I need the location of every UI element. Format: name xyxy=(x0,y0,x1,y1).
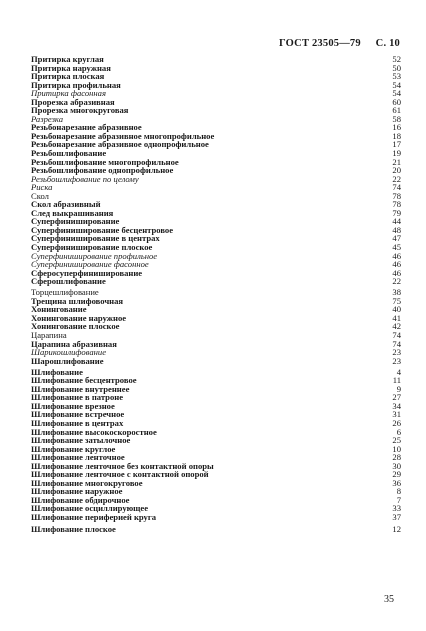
index-term: Резьбонарезание абразивное однопрофильное xyxy=(31,139,209,150)
index-term: Шлифование многокруговое xyxy=(31,477,143,488)
index-term: Шлифование обдирочное xyxy=(31,494,130,505)
index-term: Разрезка xyxy=(31,113,64,124)
standard-number: ГОСТ 23505—79 xyxy=(279,38,361,49)
index-term: Скол xyxy=(31,190,49,201)
index-page-number: 46 xyxy=(392,259,401,270)
index-page-number: 31 xyxy=(392,409,401,420)
index-page-number: 38 xyxy=(392,287,401,298)
index-term: Резьбошлифование однопрофильное xyxy=(31,165,174,176)
index-term: Шлифование в патроне xyxy=(31,392,124,403)
index-term: Шлифование в центрах xyxy=(31,417,124,428)
index-page-number: 36 xyxy=(392,477,401,488)
index-page-number: 30 xyxy=(392,460,401,471)
index-page-number: 37 xyxy=(392,511,401,522)
index-page-number: 41 xyxy=(392,312,401,323)
index-page-number: 42 xyxy=(392,321,401,332)
index-term: Шлифование наружное xyxy=(31,486,123,497)
index-page-number: 6 xyxy=(396,426,401,437)
index-page-number: 78 xyxy=(392,199,401,210)
index-term: Сферошлифование xyxy=(31,276,106,287)
index-page-number: 10 xyxy=(392,443,401,454)
index-term: Шлифование плоское xyxy=(31,523,116,534)
index-page-number: 78 xyxy=(392,190,401,201)
index-term: Риска xyxy=(31,182,53,193)
index-term: Хонингование плоское xyxy=(31,321,120,332)
index-term: Шлифование затылочное xyxy=(31,435,131,446)
index-entry xyxy=(31,277,401,286)
index-term: Суперфиниширование xyxy=(31,216,120,227)
index-page-number: 11 xyxy=(392,375,401,386)
index-entry xyxy=(31,183,401,192)
index-page-number: 33 xyxy=(392,503,401,514)
index-page-number: 20 xyxy=(392,165,401,176)
index-page-number: 21 xyxy=(392,156,401,167)
index-term: Шлифование бесцентровое xyxy=(31,375,137,386)
index-term: Шлифование осциллирующее xyxy=(31,503,149,514)
index-term: Притирка фасонная xyxy=(31,88,106,99)
index-term: Суперфиниширование профильное xyxy=(31,250,158,261)
index-entry xyxy=(31,525,401,534)
index-page-number: 23 xyxy=(392,355,401,366)
index-page-number: 52 xyxy=(392,54,401,64)
index-term: Шлифование внутреннее xyxy=(31,383,130,394)
index-page-number: 26 xyxy=(392,417,401,428)
index-term: Царапина абразивная xyxy=(31,338,117,349)
index-entry xyxy=(31,513,401,522)
index-page-number: 53 xyxy=(392,71,401,82)
index-term: Притирка плоская xyxy=(31,71,105,82)
index-term: Шлифование встречное xyxy=(31,409,125,420)
index-page-number: 19 xyxy=(392,148,401,159)
index-term: Шлифование периферией круга xyxy=(31,511,157,522)
index-term: Шарикошлифование xyxy=(31,347,107,358)
index-page-number: 79 xyxy=(392,207,401,218)
index-term: Резьбошлифование xyxy=(31,148,107,159)
index-term: Суперфиниширование в центрах xyxy=(31,233,160,244)
index-page-number: 23 xyxy=(392,347,401,358)
index-page-number: 74 xyxy=(392,338,401,349)
index-term: Притирка наружная xyxy=(31,62,111,73)
index-term: Царапина xyxy=(31,330,67,340)
index-page-number: 29 xyxy=(392,469,401,480)
index-page-number: 46 xyxy=(392,267,401,278)
index-page-number: 60 xyxy=(392,96,401,107)
index-page-number: 12 xyxy=(392,523,401,534)
index-term: Резьбошлифование многопрофильное xyxy=(31,156,179,167)
index-page-number: 17 xyxy=(392,139,401,150)
index-entry xyxy=(31,357,401,366)
index-page-number: 74 xyxy=(392,330,401,340)
index-term: Суперфиниширование плоское xyxy=(31,242,153,253)
index-page-number: 45 xyxy=(392,242,401,253)
index-page-number: 40 xyxy=(392,304,401,315)
index-term: Суперфиниширование фасонное xyxy=(31,259,149,270)
index-term: Суперфиниширование бесцентровое xyxy=(31,224,174,235)
index-term: Резьбонарезание абразивное многопрофильное xyxy=(31,130,215,141)
index-term: Резьбошлифование по целому xyxy=(31,173,139,184)
index-page-number: 54 xyxy=(392,88,401,99)
index-page-number: 27 xyxy=(392,392,401,403)
footer-page-number: 35 xyxy=(384,594,394,605)
index-page-number: 16 xyxy=(392,122,401,133)
index-term: Шлифование ленточное xyxy=(31,452,125,463)
index-list xyxy=(31,55,401,533)
index-page-number: 74 xyxy=(392,182,401,193)
index-term: Притирка профильная xyxy=(31,79,121,90)
index-page-number: 25 xyxy=(392,435,401,446)
index-term: Торцешлифование xyxy=(31,287,99,298)
index-term: Хонингование xyxy=(31,304,87,315)
index-page-number: 28 xyxy=(392,452,401,463)
index-term: Притирка круглая xyxy=(31,54,104,64)
index-entry xyxy=(31,322,401,331)
page-header xyxy=(279,38,400,49)
index-page-number: 46 xyxy=(392,250,401,261)
index-term: Шлифование ленточное с контактной опорой xyxy=(31,469,209,480)
index-term: Шлифование высокоскоростное xyxy=(31,426,157,437)
index-page-number: 54 xyxy=(392,79,401,90)
index-page-number: 8 xyxy=(396,486,401,497)
index-term: Сферосуперфиниширование xyxy=(31,267,143,278)
index-page-number: 48 xyxy=(392,224,401,235)
index-page-number: 47 xyxy=(392,233,401,244)
index-term: Шлифование ленточное без контактной опоры xyxy=(31,460,214,471)
index-page-number: 61 xyxy=(392,105,401,116)
index-page-number: 7 xyxy=(396,494,401,505)
index-term: Шлифование круглое xyxy=(31,443,116,454)
index-term: Трещина шлифовочная xyxy=(31,295,124,306)
index-term: Скол абразивный xyxy=(31,199,101,210)
index-page-number: 44 xyxy=(392,216,401,227)
index-page-number: 22 xyxy=(392,173,401,184)
index-entry xyxy=(31,106,401,115)
index-page-number: 22 xyxy=(392,276,401,287)
index-page-number: 4 xyxy=(396,366,401,377)
index-term: Шлифование врезное xyxy=(31,400,115,411)
index-term: Прорезка многокруговая xyxy=(31,105,129,116)
index-page-number: 34 xyxy=(392,400,401,411)
header-page-number: С. 10 xyxy=(375,38,400,49)
index-term: Прорезка абразивная xyxy=(31,96,115,107)
index-term: Шлифование xyxy=(31,366,83,377)
index-term: Резьбонарезание абразивное xyxy=(31,122,142,133)
index-term: След выкрашивания xyxy=(31,207,114,218)
index-entry xyxy=(31,175,401,184)
index-page-number: 75 xyxy=(392,295,401,306)
index-page-number: 58 xyxy=(392,113,401,124)
index-page-number: 9 xyxy=(396,383,401,394)
index-term: Шарошлифование xyxy=(31,355,104,366)
index-page-number: 50 xyxy=(392,62,401,73)
index-page-number: 18 xyxy=(392,130,401,141)
index-term: Хонингование наружное xyxy=(31,312,127,323)
